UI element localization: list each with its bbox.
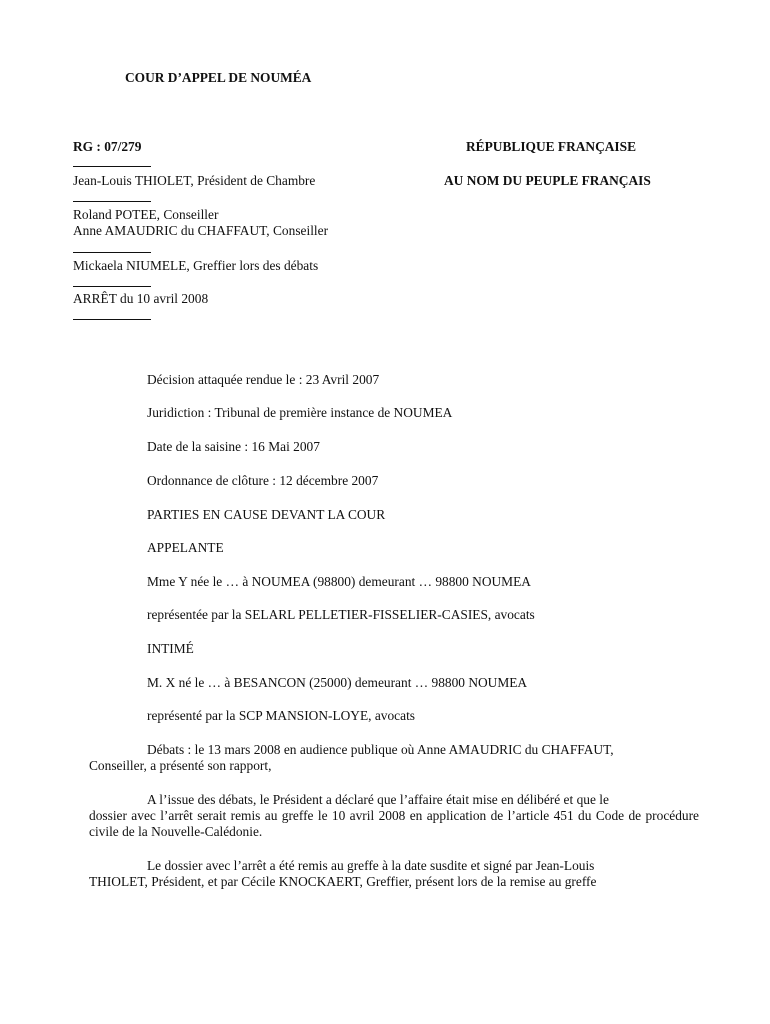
president-line: Jean-Louis THIOLET, Président de Chambre bbox=[73, 173, 316, 188]
conseiller-line: Anne AMAUDRIC du CHAFFAUT, Conseiller bbox=[73, 223, 329, 238]
cloture-line: Ordonnance de clôture : 12 décembre 2007 bbox=[147, 473, 379, 488]
separator-rule bbox=[73, 286, 151, 287]
intime-line: M. X né le … à BESANCON (25000) demeurant … 98800 NOUMEA bbox=[147, 675, 528, 690]
juridiction-line: Juridiction : Tribunal de première instance de NOUMEA bbox=[147, 405, 453, 420]
debats-text-2: Conseiller, a présenté son rapport, bbox=[89, 758, 272, 773]
separator-rule bbox=[73, 319, 151, 320]
rg-number: RG : 07/279 bbox=[73, 139, 142, 154]
issue-text-2: dossier avec l’arrêt serait remis au greffe le 10 avril 2008 en application de l’article 451 du Code de procédure civile de la Nouvelle-Calédonie. bbox=[89, 808, 699, 839]
republic-heading: RÉPUBLIQUE FRANÇAISE bbox=[466, 139, 637, 154]
separator-rule bbox=[73, 252, 151, 253]
issue-text-1: A l’issue des débats, le Président a déclaré que l’affaire était mise en délibéré et que le bbox=[147, 792, 609, 807]
appelante-line: Mme Y née le … à NOUMEA (98800) demeurant … 98800 NOUMEA bbox=[147, 574, 531, 589]
greffier-line: Mickaela NIUMELE, Greffier lors des débats bbox=[73, 258, 319, 273]
debats-paragraph bbox=[89, 742, 699, 774]
separator-rule bbox=[73, 201, 151, 202]
debats-text-1: Débats : le 13 mars 2008 en audience publique où Anne AMAUDRIC du CHAFFAUT, bbox=[147, 742, 614, 757]
separator-rule bbox=[73, 166, 151, 167]
appelante-label: APPELANTE bbox=[147, 540, 224, 555]
people-heading: AU NOM DU PEUPLE FRANÇAIS bbox=[444, 173, 651, 188]
intime-representation: représenté par la SCP MANSION-LOYE, avocats bbox=[147, 708, 415, 723]
dossier-text-1: Le dossier avec l’arrêt a été remis au greffe à la date susdite et signé par Jean-Louis bbox=[147, 858, 595, 873]
intime-label: INTIMÉ bbox=[147, 641, 194, 656]
dossier-paragraph bbox=[89, 858, 699, 890]
parties-heading: PARTIES EN CAUSE DEVANT LA COUR bbox=[147, 507, 386, 522]
conseiller-line: Roland POTEE, Conseiller bbox=[73, 207, 219, 222]
dossier-text-2: THIOLET, Président, et par Cécile KNOCKAERT, Greffier, présent lors de la remise au greffe bbox=[89, 874, 597, 889]
saisine-line: Date de la saisine : 16 Mai 2007 bbox=[147, 439, 320, 454]
issue-paragraph bbox=[89, 792, 699, 840]
arret-date: ARRÊT du 10 avril 2008 bbox=[73, 291, 209, 306]
decision-line: Décision attaquée rendue le : 23 Avril 2007 bbox=[147, 372, 380, 387]
court-title: COUR D’APPEL DE NOUMÉA bbox=[125, 70, 312, 85]
appelante-representation: représentée par la SELARL PELLETIER-FISSELIER-CASIES, avocats bbox=[147, 607, 535, 622]
